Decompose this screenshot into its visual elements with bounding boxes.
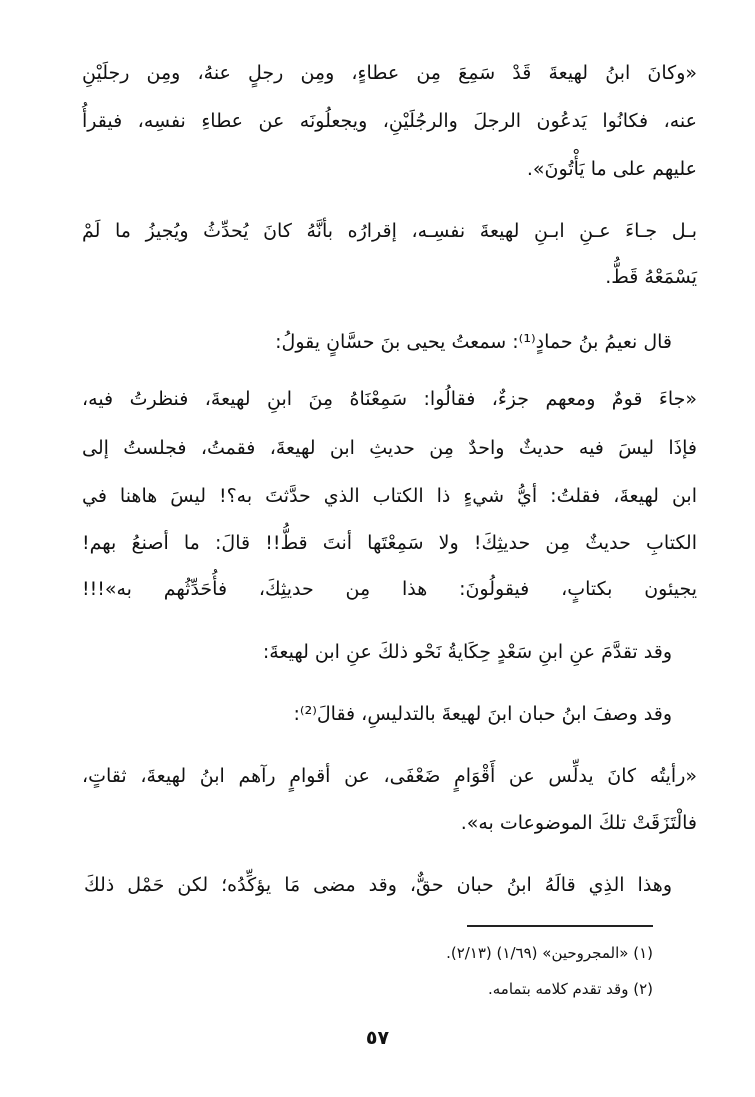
paragraph-4-line-1: «جاءَ قومٌ ومعهم جزءٌ، فقالُوا: سَمِعْنَاهُ مِنَ ابنِ لهيعةَ، فنظرتُ فيه، [82,388,697,410]
paragraph-2-line-2: يَسْمَعْهُ قَطُّ. [605,266,697,288]
paragraph-7-line-2: فالْتَزَقَتْ تلكَ الموضوعات به». [460,812,697,834]
paragraph-8-line-1: وهذا الذِي قالَهُ ابنُ حبان حقٌّ، وقد مضى مَا يؤكِّدُه؛ لكن حَمْل ذلكَ [84,874,672,896]
paragraph-2-line-1: بـل جـاءَ عـنِ ابـنِ لهيعةَ نفسِـه، إقرارُه بأنَّهُ كانَ يُحدِّثُ ويُجيزُ ما لَمْ [82,220,697,242]
paragraph-6-line-1: وقد وصفَ ابنُ حبان ابنَ لهيعةَ بالتدليسِ، فقالَ⁽²⁾: [293,703,672,725]
paragraph-3-line-1: قال نعيمُ بنُ حمادٍ⁽¹⁾: سمعتُ يحيى بنَ حسَّانٍ يقولُ: [275,331,672,353]
paragraph-1-line-3: عليهم على ما يَأْتُونَ». [526,158,697,180]
footnote-1: (١) «المجروحين» (١/٦٩) (٢/١٣). [446,944,653,962]
paragraph-7-line-1: «رأيتُه كانَ يدلِّس عن أَقْوَامٍ ضَعْفَى، عن أقوامٍ رآهم ابنُ لهيعةَ، ثقاتٍ، [82,765,697,787]
paragraph-4-line-3: ابن لهيعةَ، فقلتُ: أيُّ شيءٍ ذا الكتاب الذي حدَّثتَ به؟! ليسَ هاهنا في [82,485,697,507]
page-number: ٥٧ [365,1027,390,1049]
paragraph-1-line-1: «وكانَ ابنُ لهيعةَ قَدْ سَمِعَ مِن عطاءٍ، ومِن رجلٍ عنهُ، ومِن رجلَيْنِ [82,62,697,84]
paragraph-4-line-5: يجيئون بكتابٍ، فيقولُونَ: هذا مِن حديثِكَ، فأُحَدِّثُهم به»!!! [82,578,697,600]
paragraph-4-line-4: الكتابِ حديثٌ مِن حديثِكَ! ولا سَمِعْتَها أنتَ قطُّ!! قالَ: ما أصنعُ بهم! [82,532,697,554]
footnote-2: (٢) وقد تقدم كلامه بتمامه. [487,980,653,998]
footnote-separator [467,925,653,927]
paragraph-5-line-1: وقد تقدَّمَ عنِ ابنِ سَعْدٍ حِكَايةُ نَحْو ذلكَ عنِ ابن لهيعةَ: [262,641,672,663]
paragraph-4-line-2: فإذَا ليسَ فيه حديثٌ واحدٌ مِن حديثِ ابن لهيعةَ، فقمتُ، فجلستُ إلى [82,437,697,459]
paragraph-1-line-2: عنه، فكانُوا يَدعُون الرجلَ والرجُلَيْنِ، ويجعلُونَه عن عطاءِ نفسِه، فيقرأُ [82,110,697,132]
